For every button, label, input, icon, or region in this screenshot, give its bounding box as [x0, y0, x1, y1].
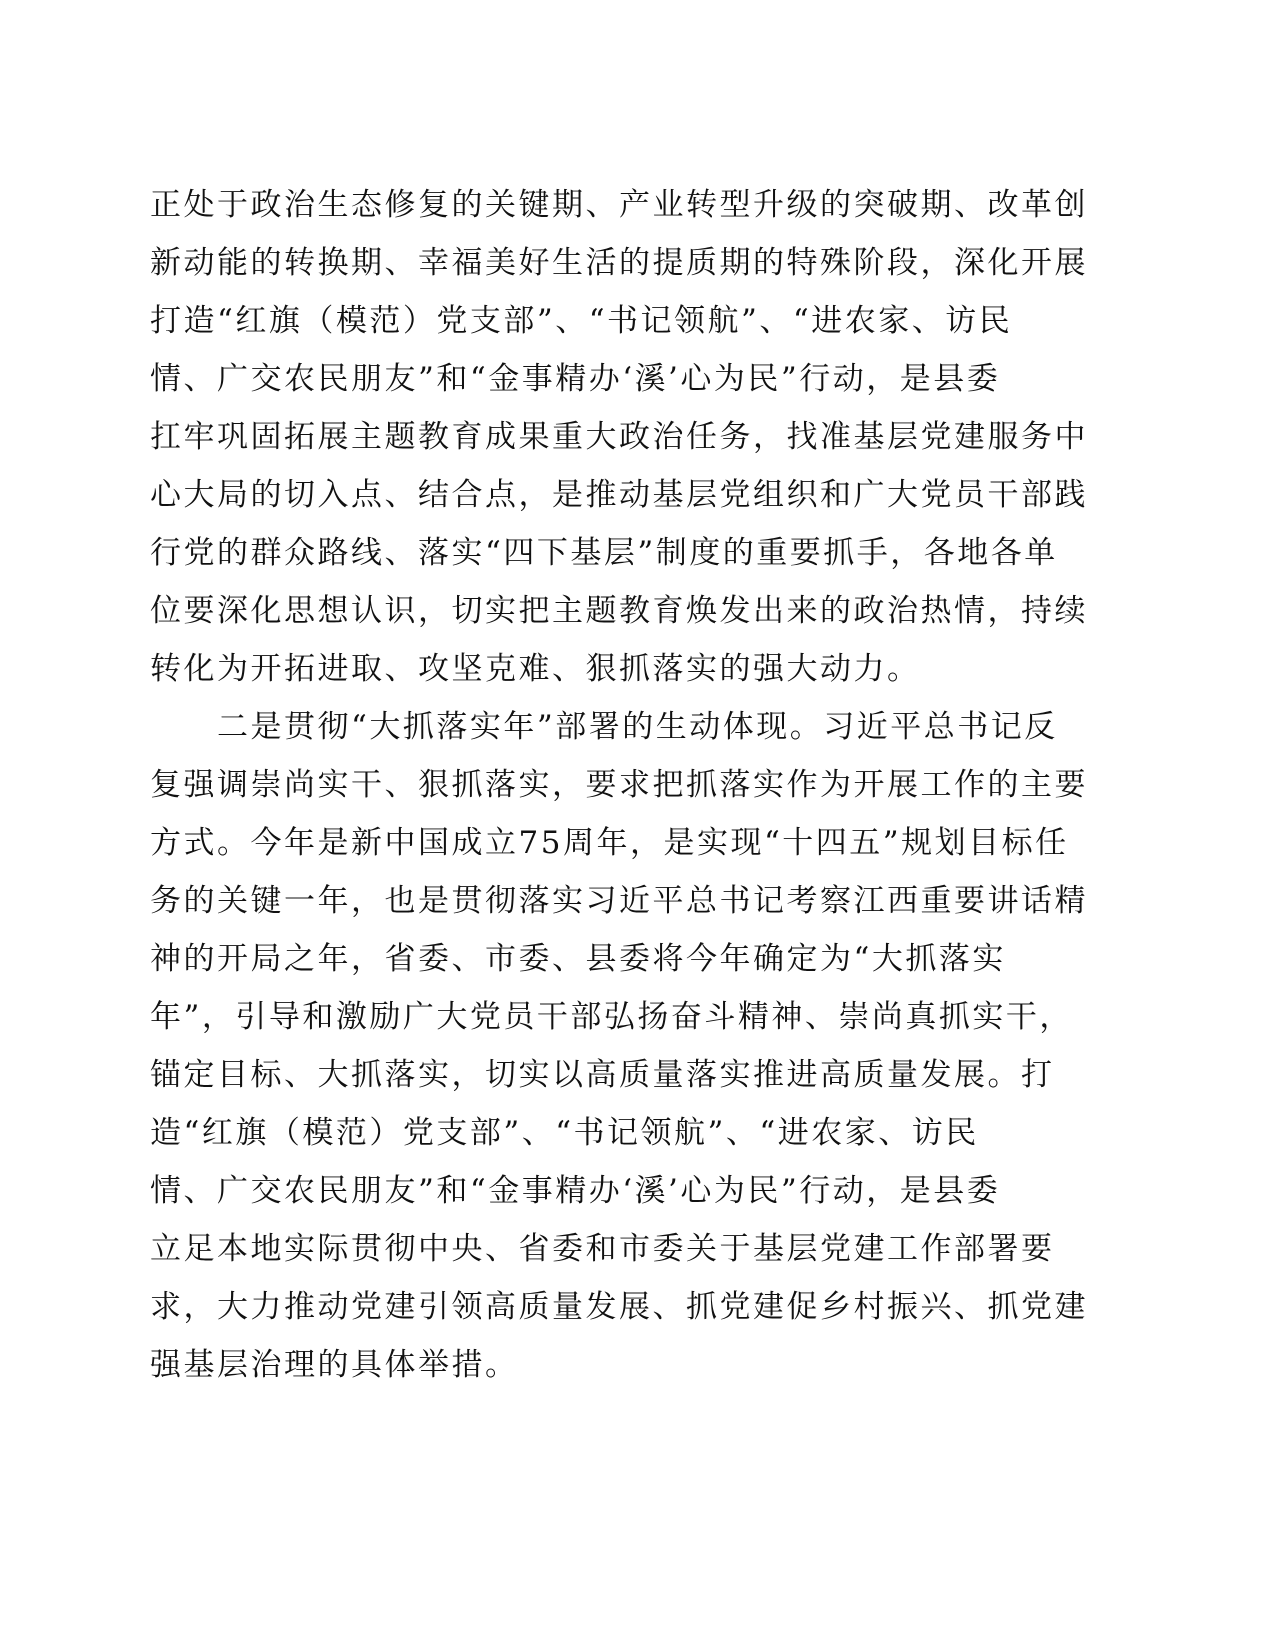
text-line: 神的开局之年，省委、市委、县委将今年确定为“大抓落实 — [150, 941, 1006, 977]
text-line: 求，大力推动党建引领高质量发展、抓党建促乡村振兴、抓党建 — [150, 1289, 1088, 1325]
text-line: 新动能的转换期、幸福美好生活的提质期的特殊阶段，深化开展 — [150, 245, 1088, 281]
text-line: 复强调崇尚实干、狠抓落实，要求把抓落实作为开展工作的主要 — [150, 767, 1088, 803]
text-line: 年”，引导和激励广大党员干部弘扬奋斗精神、崇尚真抓实干， — [150, 999, 1073, 1035]
text-line: 打造“红旗（模范）党支部”、“书记领航”、“进农家、访民 — [150, 303, 1013, 339]
text-line: 方式。今年是新中国成立75周年，是实现“十四五”规划目标任 — [150, 825, 1069, 861]
body-text — [150, 176, 1090, 1394]
text-line: 行党的群众路线、落实“四下基层”制度的重要抓手，各地各单 — [150, 535, 1058, 571]
text-line: 位要深化思想认识，切实把主题教育焕发出来的政治热情，持续 — [150, 593, 1088, 629]
text-line: 扛牢巩固拓展主题教育成果重大政治任务，找准基层党建服务中 — [150, 419, 1088, 455]
text-line: 正处于政治生态修复的关键期、产业转型升级的突破期、改革创 — [150, 187, 1088, 223]
text-line: 务的关键一年，也是贯彻落实习近平总书记考察江西重要讲话精 — [150, 883, 1088, 919]
text-line: 造“红旗（模范）党支部”、“书记领航”、“进农家、访民 — [150, 1115, 979, 1151]
text-line: 情、广交农民朋友”和“金事精办‘溪’心为民”行动，是县委 — [150, 361, 1001, 397]
text-line: 锚定目标、大抓落实，切实以高质量落实推进高质量发展。打 — [150, 1057, 1055, 1093]
text-line: 强基层治理的具体举措。 — [150, 1347, 519, 1383]
text-line: 转化为开拓进取、攻坚克难、狠抓落实的强大动力。 — [150, 651, 921, 687]
text-line: 二是贯彻“大抓落实年”部署的生动体现。习近平总书记反 — [150, 709, 1058, 745]
text-line: 立足本地实际贯彻中央、省委和市委关于基层党建工作部署要 — [150, 1231, 1055, 1267]
text-line: 情、广交农民朋友”和“金事精办‘溪’心为民”行动，是县委 — [150, 1173, 1001, 1209]
text-line: 心大局的切入点、结合点，是推动基层党组织和广大党员干部践 — [150, 477, 1088, 513]
